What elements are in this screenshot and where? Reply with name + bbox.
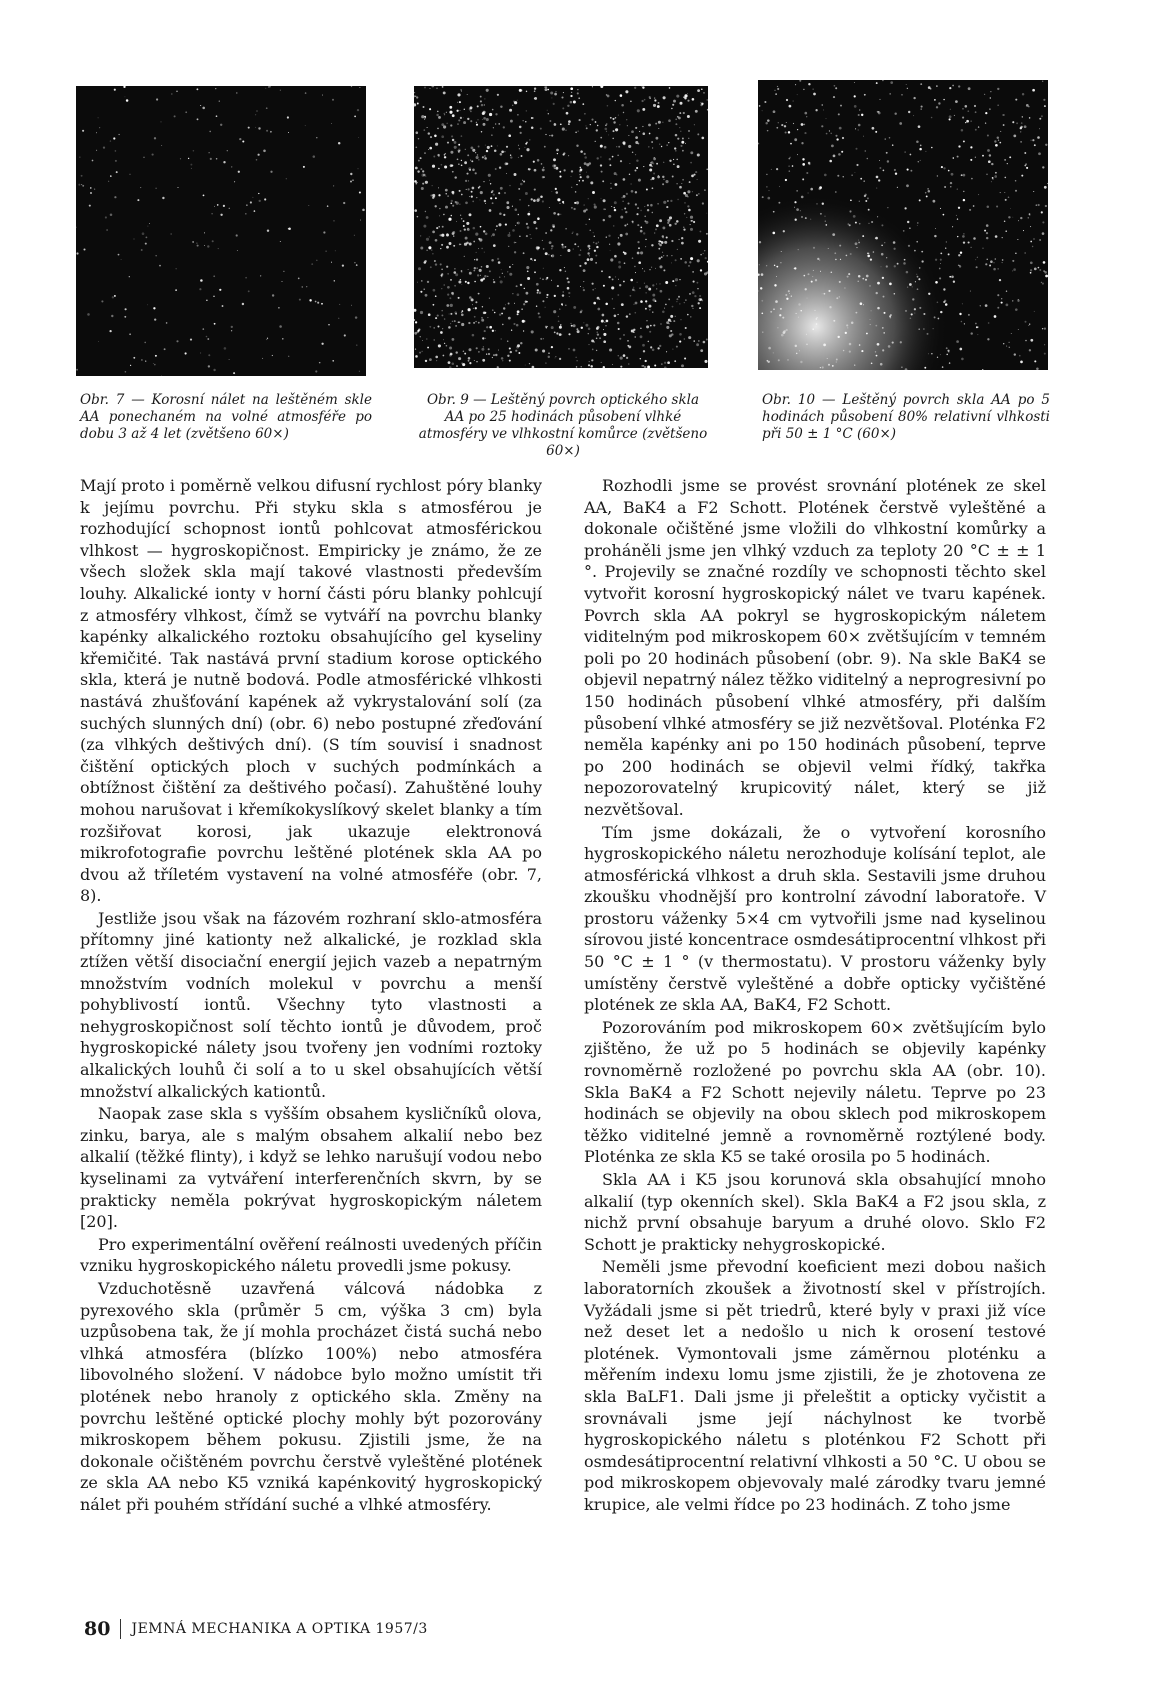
figure-9-photo [414, 86, 708, 368]
footer-divider [120, 1619, 121, 1639]
figure-7-caption: Obr. 7 — Korosní nálet na leštěném skle AA ponechaném na volné atmosféře po dobu 3 až 4 let (zvětšeno 60×) [80, 392, 372, 442]
paragraph: Rozhodli jsme se provést srovnání plotének ze skel AA, BaK4 a F2 Schott. Plotének čerstvě vyleštěné a dokonale očištěné jsme vložili do vlhkostní komůrky a proháněli jsme jen vlhký vzduch za teploty 20 °C ± ± 1 °. Projevily se značné rozdíly ve schopnosti těchto skel vytvořit korosní hygroskopický nálet ve tvaru kapének. Povrch skla AA pokryl se hygroskopickým náletem viditelným pod mikroskopem 60× zvětšujícím v temném poli po 20 hodinách působení (obr. 9). Na skle BaK4 se objevil nepatrný nález těžko viditelný a neprogresivní po 150 hodinách působení vlhké atmosféry, při dalším působení vlhké atmosféry se již nezvětšoval. Ploténka F2 neměla kapénky ani po 150 hodinách působení, teprve po 200 hodinách se objevil velmi řídký, takřka nepozorovatelný krupicovitý nálet, který se již nezvětšoval. [584, 476, 1046, 819]
paragraph: Skla AA i K5 jsou korunová skla obsahující mnoho alkalií (typ okenních skel). Skla BaK4 a F2 jsou skla, z nichž první obsahuje baryum a druhé olovo. Sklo F2 Schott je prakticky nehygroskopické. [584, 1170, 1046, 1254]
right-column [584, 475, 1046, 1517]
paragraph: Tím jsme dokázali, že o vytvoření korosního hygroskopického náletu nerozhoduje kolísání teplot, ale atmosférická vlhkost a druh skla. Sestavili jsme druhou zkoušku vhodnější pro kontrolní závodní laboratoře. V prostoru váženky 5×4 cm vytvořili jsme nad kyselinou sírovou jisté koncentrace osmdesátiprocentní vlhkost při 50 °C ± 1 ° (v thermostatu). V prostoru váženky byly umístěny čerstvě vyleštěné a dobře opticky vyčištěné plotének ze skla AA, BaK4, F2 Schott. [584, 822, 1046, 1015]
paragraph: Vzduchotěsně uzavřená válcová nádobka z pyrexového skla (průměr 5 cm, výška 3 cm) byla uzpůsobena tak, že jí mohla procházet čistá suchá nebo vlhká atmosféra (blízko 100%) nebo atmosféra libovolného složení. V nádobce bylo možno umístit tři plotének nebo hranoly z optického skla. Změny na povrchu leštěné optické plochy mohly být pozorovány mikroskopem během pokusu. Zjistili jsme, že na dokonale očištěném povrchu čerstvě vyleštěné plotének ze skla AA nebo K5 vzniká kapénkovitý hygroskopický nálet při pouhém střídání suché a vlhké atmosféry. [80, 1278, 542, 1514]
paragraph: Pro experimentální ověření reálnosti uvedených příčin vzniku hygroskopického náletu provedli jsme pokusy. [80, 1234, 542, 1276]
figure-10-caption: Obr. 10 — Leštěný povrch skla AA po 5 hodinách působení 80% relativní vlhkosti při 50 ± 1 °C (60×) [762, 392, 1050, 442]
paragraph: Neměli jsme převodní koeficient mezi dobou našich laboratorních zkoušek a životností skel v přístrojích. Vyžádali jsme si pět triedrů, které byly v praxi již více než deset let a nedošlo u nich k orosení testové plotének. Vymontovali jsme záměrnou ploténku a měřením indexu lomu jsme zjistili, že je zhotovena ze skla BaLF1. Dali jsme ji přeleštit a opticky vyčistit a srovnávali jsme její náchylnost ke tvorbě hygroskopického náletu s ploténkou F2 Schott při osmdesátiprocentní relativní vlhkosti a 50 °C. U obou se pod mikroskopem objevovaly malé zárodky tvaru jemné krupice, ale velmi řídce po 23 hodinách. Z toho jsme [584, 1257, 1046, 1514]
figure-7-photo [76, 86, 366, 376]
paragraph: Mají proto i poměrně velkou difusní rychlost póry blanky k jejímu povrchu. Při styku skla s atmosférou je rozhodující schopnost iontů pohlcovat atmosférickou vlhkost — hygroskopičnost. Empiricky je známo, že ze všech složek skla mají takové vlastnosti především louhy. Alkalické ionty v horní části póru blanky pohlcují z atmosféry vlhkost, čímž se vytváří na povrchu blanky kapénky alkalického roztoku obsahujícího gel kyseliny křemičité. Tak nastává první stadium korose optického skla, která je nutně bodová. Podle atmosférické vlhkosti nastává zhušťování kapének až vykrystalování solí (za suchých slunných dní) (obr. 6) nebo postupné zřeďování (za vlhkých deštivých dní). (S tím souvisí i snadnost čištění optických ploch v suchých podmínkách a obtížnost čištění za deštivého počasí). Zahuštěné louhy mohou narušovat i křemíkokyslíkový skelet blanky a tím rozšiřovat korosi, jak ukazuje elektronová mikrofotografie povrchu leštěné plotének skla AA po dvou až tříletém vystavení na volné atmosféře (obr. 7, 8). [80, 476, 542, 906]
paragraph: Naopak zase skla s vyšším obsahem kysličníků olova, zinku, barya, ale s malým obsahem alkalií nebo bez alkalií (těžké flinty), i když se lehko narušují vodou nebo kyselinami za vytváření interferenčních skvrn, by se prakticky neměla pokrývat hygroskopickým náletem [20]. [80, 1104, 542, 1232]
paragraph: Pozorováním pod mikroskopem 60× zvětšujícím bylo zjištěno, že už po 5 hodinách se objevily kapénky rovnoměrně rozložené po povrchu skla AA (obr. 10). Skla BaK4 a F2 Schott nejevily náletu. Teprve po 23 hodinách se objevily na obou sklech pod mikroskopem těžko viditelné jemně a rovnoměrně roztýlené body. Ploténka ze skla K5 se také orosila po 5 hodinách. [584, 1017, 1046, 1167]
left-column [80, 475, 542, 1517]
page-footer [84, 1618, 428, 1640]
journal-title: JEMNÁ MECHANIKA A OPTIKA 1957/3 [131, 1621, 428, 1637]
figure-10-photo [758, 80, 1048, 370]
figure-9-caption: Obr. 9 — Leštěný povrch optického skla AA po 25 hodinách působení vlhké atmosféry ve vlhkostní komůrce (zvětšeno 60×) [418, 392, 708, 459]
paragraph: Jestliže jsou však na fázovém rozhraní sklo-atmosféra přítomny jiné kationty než alkalické, je rozklad skla ztížen větší disociační energií jejich vazeb a nepatrným množstvím vodních molekul v povrchu a menší pohyblivostí iontů. Všechny tyto vlastnosti a nehygroskopičnost solí těchto iontů je důvodem, proč hygroskopické nálety jsou tvořeny jen vodními roztoky alkalických louhů či solí a to u skel obsahujících větší množství alkalických kationtů. [80, 908, 542, 1101]
page-number: 80 [84, 1618, 111, 1640]
